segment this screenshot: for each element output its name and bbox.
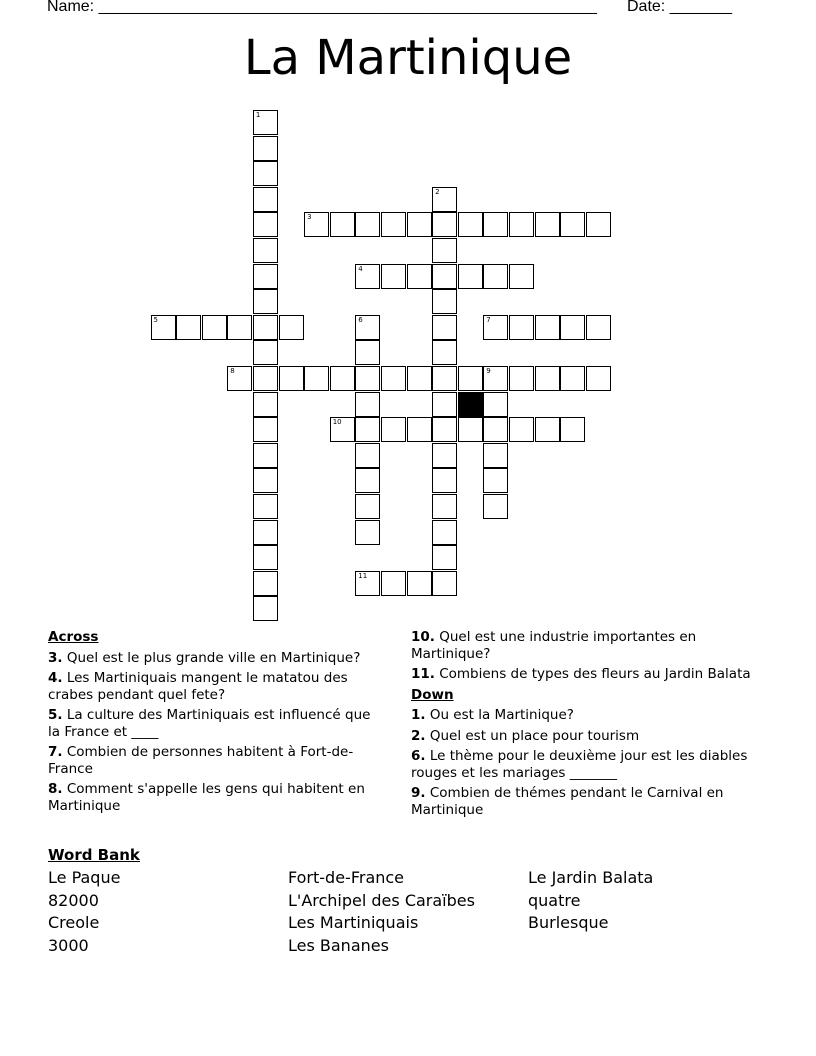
crossword-cell[interactable] — [355, 366, 380, 391]
word-bank-item: 82000 — [48, 890, 99, 910]
crossword-cell[interactable] — [253, 596, 278, 621]
crossword-cell[interactable] — [432, 238, 457, 263]
crossword-cell[interactable] — [253, 494, 278, 519]
crossword-cell[interactable] — [253, 520, 278, 545]
word-bank-column — [48, 867, 120, 957]
crossword-cell[interactable] — [253, 315, 278, 340]
clue-number: 9 — [486, 367, 491, 375]
crossword-cell[interactable] — [381, 366, 406, 391]
date-label: Date: — [627, 0, 666, 15]
crossword-cell[interactable] — [483, 443, 508, 468]
crossword-cell[interactable] — [483, 468, 508, 493]
clue-number: 10 — [332, 418, 342, 427]
crossword-cell[interactable] — [330, 417, 355, 442]
crossword-cell[interactable] — [253, 187, 278, 212]
clue-number: 4 — [358, 264, 363, 273]
crossword-cell[interactable] — [432, 264, 457, 289]
crossword-cell[interactable] — [483, 264, 508, 289]
word-bank-item: Fort-de-France — [288, 868, 405, 887]
clue-number: 1 — [255, 111, 261, 119]
crossword-black-cell — [458, 392, 483, 417]
clue-down: 2. Quel est un place pour tourism — [411, 727, 640, 744]
crossword-cell[interactable] — [407, 212, 432, 237]
crossword-cell[interactable] — [432, 315, 457, 340]
page-title: La Martinique — [243, 30, 573, 86]
crossword-cell[interactable] — [535, 212, 560, 237]
clue-across: 4. Les Martiniquais mangent le matatou des crabes pendant quel fete? — [48, 670, 348, 703]
word-bank-item: Les Bananes — [288, 935, 389, 955]
crossword-cell[interactable] — [432, 417, 457, 442]
word-bank-item: Le Jardin Balata — [528, 868, 654, 887]
crossword-cell[interactable] — [509, 366, 534, 391]
crossword-cell[interactable] — [535, 315, 560, 340]
crossword-cell[interactable] — [355, 571, 380, 596]
crossword-cell[interactable] — [253, 264, 278, 289]
word-bank-item: quatre — [528, 890, 581, 910]
crossword-cell[interactable] — [279, 366, 304, 391]
crossword-cell[interactable] — [381, 417, 406, 442]
crossword-cell[interactable] — [483, 392, 508, 417]
clue-across: 7. Combien de personnes habitent à Fort-de-France — [48, 744, 354, 777]
crossword-cell[interactable] — [355, 520, 380, 545]
word-bank-item: L'Archipel des Caraïbes — [288, 890, 475, 910]
crossword-cell[interactable] — [483, 417, 508, 442]
crossword-cell[interactable] — [432, 443, 457, 468]
crossword-cell[interactable] — [432, 366, 457, 391]
word-bank-item: Les Martiniquais — [288, 913, 419, 933]
crossword-cell[interactable] — [432, 212, 457, 237]
crossword-cell[interactable] — [458, 212, 483, 237]
crossword-cell[interactable] — [176, 315, 201, 340]
crossword-cell[interactable] — [381, 264, 406, 289]
word-bank-column — [528, 867, 653, 935]
crossword-cell[interactable] — [253, 212, 278, 237]
clue-down: 9. Combien de thémes pendant le Carnival en Martinique — [411, 785, 724, 818]
crossword-cell[interactable] — [279, 315, 304, 340]
crossword-cell[interactable] — [432, 392, 457, 417]
across-heading: Across — [48, 629, 99, 645]
crossword-cell[interactable] — [253, 417, 278, 442]
crossword-cell[interactable] — [202, 315, 227, 340]
crossword-cell[interactable] — [253, 161, 278, 186]
crossword-cell[interactable] — [509, 212, 534, 237]
crossword-cell[interactable] — [560, 212, 585, 237]
crossword-cell[interactable] — [227, 315, 252, 340]
clues-left-column — [48, 629, 383, 818]
crossword-cell[interactable] — [355, 417, 380, 442]
crossword-cell[interactable] — [253, 238, 278, 263]
crossword-cell[interactable] — [355, 315, 380, 340]
crossword-cell[interactable] — [253, 340, 278, 365]
clue-number: 6 — [358, 315, 363, 324]
crossword-cell[interactable] — [355, 443, 380, 468]
crossword-cell[interactable] — [509, 315, 534, 340]
crossword-cell[interactable] — [407, 417, 432, 442]
clue-number: 8 — [230, 367, 235, 375]
crossword-cell[interactable] — [458, 264, 483, 289]
clue-down: 6. Le thème pour le deuxième jour est les diables rouges et les mariages _______ — [411, 748, 748, 781]
crossword-cell[interactable] — [330, 212, 355, 237]
crossword-cell[interactable] — [483, 494, 508, 519]
clue-down: 1. Ou est la Martinique? — [411, 707, 574, 723]
crossword-cell[interactable] — [560, 417, 585, 442]
crossword-cell[interactable] — [432, 545, 457, 570]
crossword-cell[interactable] — [253, 136, 278, 161]
clues-right-column — [411, 629, 756, 822]
crossword-cell[interactable] — [458, 417, 483, 442]
crossword-cell[interactable] — [355, 494, 380, 519]
word-bank-item: 3000 — [48, 935, 89, 955]
date-line: _______ — [669, 0, 732, 15]
crossword-cell[interactable] — [432, 187, 457, 212]
crossword-cell[interactable] — [151, 315, 176, 340]
crossword-cell[interactable] — [432, 494, 457, 519]
word-bank-item: Burlesque — [528, 913, 609, 933]
clue-number: 7 — [486, 315, 491, 324]
name-label: Name: — [47, 0, 95, 15]
crossword-cell[interactable] — [253, 366, 278, 391]
crossword-cell[interactable] — [253, 392, 278, 417]
crossword-cell[interactable] — [253, 468, 278, 493]
name-line: ________________________________________________________ — [98, 0, 597, 15]
clue-across: 3. Quel est le plus grande ville en Martinique? — [48, 649, 361, 666]
crossword-cell[interactable] — [355, 468, 380, 493]
crossword-cell[interactable] — [586, 315, 611, 340]
crossword-cell[interactable] — [407, 571, 432, 596]
crossword-cell[interactable] — [535, 366, 560, 391]
crossword-cell[interactable] — [355, 212, 380, 237]
crossword-cell[interactable] — [330, 366, 355, 391]
crossword-cell[interactable] — [407, 366, 432, 391]
crossword-cell[interactable] — [253, 443, 278, 468]
word-bank-item: Le Paque — [48, 868, 121, 887]
crossword-cell[interactable] — [304, 212, 329, 237]
word-bank-title: Word Bank — [48, 846, 140, 864]
clue-across: 5. La culture des Martiniquais est influencé que la France et ____ — [48, 707, 371, 740]
crossword-cell[interactable] — [586, 366, 611, 391]
crossword-cell[interactable] — [483, 366, 508, 391]
word-bank-item: Creole — [48, 913, 100, 933]
clue-across: 11. Combiens de types des fleurs au Jardin Balata — [411, 666, 751, 682]
clue-number: 2 — [435, 187, 440, 196]
clue-number: 5 — [153, 315, 158, 324]
crossword-cell[interactable] — [253, 289, 278, 314]
crossword-cell[interactable] — [432, 571, 457, 596]
crossword-cell[interactable] — [355, 392, 380, 417]
clue-number: 3 — [307, 213, 312, 222]
crossword-cell[interactable] — [560, 315, 585, 340]
crossword-cell[interactable] — [381, 571, 406, 596]
down-heading: Down — [411, 686, 454, 703]
crossword-cell[interactable] — [253, 571, 278, 596]
crossword-cell[interactable] — [407, 264, 432, 289]
crossword-cell[interactable] — [586, 212, 611, 237]
crossword-cell[interactable] — [253, 545, 278, 570]
word-bank-column — [288, 867, 475, 957]
crossword-cell[interactable] — [227, 366, 252, 391]
crossword-cell[interactable] — [483, 315, 508, 340]
clue-number: 11 — [358, 571, 368, 580]
crossword-cell[interactable] — [432, 289, 457, 314]
crossword-cell[interactable] — [483, 212, 508, 237]
clue-across: 8. Comment s'appelle les gens qui habitent en Martinique — [48, 781, 365, 814]
crossword-cell[interactable] — [509, 264, 534, 289]
crossword-cell[interactable] — [432, 468, 457, 493]
clue-across: 10. Quel est une industrie importantes en Martinique? — [411, 629, 697, 662]
crossword-cell[interactable] — [509, 417, 534, 442]
crossword-cell[interactable] — [253, 110, 278, 135]
crossword-cell[interactable] — [381, 212, 406, 237]
crossword-cell[interactable] — [304, 366, 329, 391]
crossword-cell[interactable] — [432, 340, 457, 365]
crossword-cell[interactable] — [432, 520, 457, 545]
crossword-cell[interactable] — [560, 366, 585, 391]
crossword-cell[interactable] — [535, 417, 560, 442]
crossword-cell[interactable] — [355, 264, 380, 289]
crossword-cell[interactable] — [355, 340, 380, 365]
crossword-cell[interactable] — [458, 366, 483, 391]
